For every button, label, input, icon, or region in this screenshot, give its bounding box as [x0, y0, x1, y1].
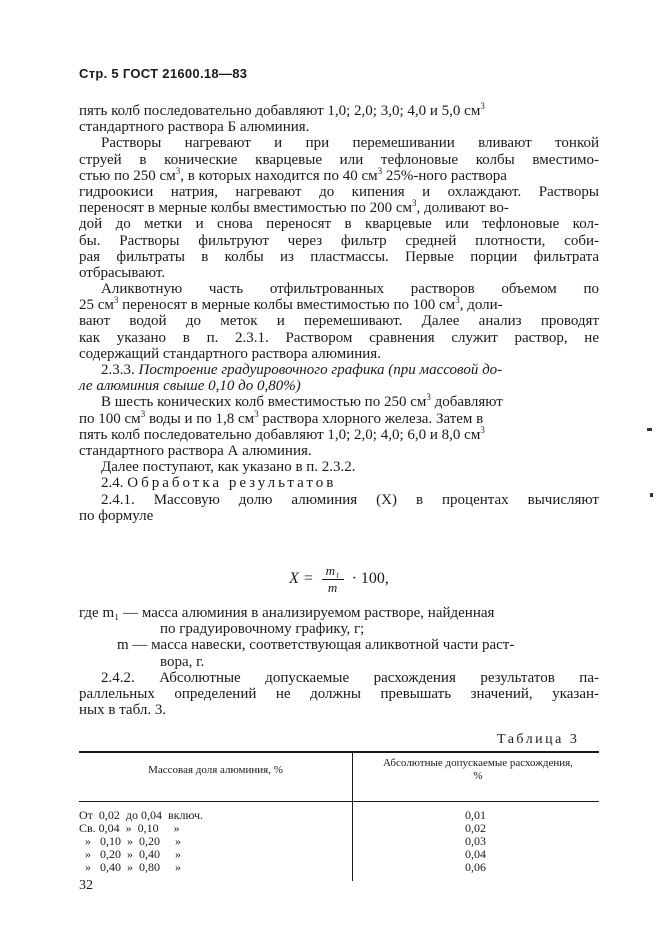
- text-line: [79, 103, 599, 119]
- section-heading-2-3-3: [79, 362, 599, 378]
- superscript: 3: [480, 101, 485, 111]
- table-cell-value: 0,03: [465, 834, 486, 848]
- text-line: [79, 200, 599, 216]
- text-line: как указано в п. 2.3.1. Раствором сравнения служит раствор, не: [79, 329, 599, 346]
- text-line: гидроокиси натрия, нагревают до кипения и охлаждают. Растворы: [79, 183, 599, 200]
- text-fragment: воды и по 1,8 см: [145, 410, 255, 427]
- scan-speck: [650, 493, 653, 497]
- text-fragment: В шесть конических колб вместимостью по 250 см: [101, 394, 427, 411]
- text-line: отбрасывают.: [79, 264, 166, 281]
- text-line: Аликвотную часть отфильтрованных растворов объемом по: [101, 281, 599, 298]
- table-header-rule: [79, 801, 599, 802]
- superscript: 3: [480, 424, 485, 435]
- table-cell-range: » 0,10 » 0,20 »: [79, 834, 181, 848]
- formula: [79, 563, 599, 596]
- formula-rhs: · 100,: [351, 570, 389, 588]
- text-fragment: добавляют: [430, 394, 503, 411]
- text-line: по формуле: [79, 507, 154, 524]
- table-cell-range: От 0,02 до 0,04 включ.: [79, 808, 204, 822]
- text-line: Растворы нагревают и при перемешивании вливают тонкой: [101, 135, 599, 152]
- text-line: ле алюминия свыше 0,10 до 0,80%): [79, 378, 301, 395]
- table-cell-value: 0,04: [465, 847, 486, 861]
- superscript: 3: [377, 165, 383, 176]
- table-cell-value: 0,06: [465, 860, 486, 874]
- text-line: бы. Растворы фильтруют через фильтр средней плотности, соби-: [79, 232, 599, 249]
- formula-denominator: m: [327, 580, 338, 595]
- table-title: Таблица 3: [497, 732, 580, 747]
- text-line: Далее поступают, как указано в п. 2.3.2.: [101, 459, 356, 476]
- table-cell-range: » 0,20 » 0,40 »: [79, 847, 181, 861]
- header-line: Абсолютные допускаемые расхождения,: [383, 757, 573, 769]
- text-fragment: 25 см: [79, 297, 114, 314]
- text-fragment: , в которых находится по 40 см: [180, 167, 378, 184]
- body-text: [79, 103, 599, 524]
- text-line: струей в конические кварцевые или тефлоновые колбы вместимо-: [79, 151, 599, 168]
- text-fragment: переносят в мерные колбы вместимостью по 200 см: [79, 200, 413, 217]
- section-title: Обработка результатов: [127, 475, 337, 492]
- text-line: вают водой до меток и перемешивают. Далее анализ проводят: [79, 313, 599, 330]
- text-line: ных в табл. 3.: [79, 702, 167, 719]
- header-line: %: [473, 770, 483, 782]
- text-line: рая фильтраты в колбы из пластмассы. Первые порции фильтрата: [79, 248, 599, 265]
- text-fragment: , доли-: [459, 297, 503, 314]
- section-heading-2-4: [79, 475, 599, 491]
- formula-legend: [79, 605, 599, 718]
- section-number: 2.3.3.: [101, 362, 135, 378]
- text-fragment: по 100 см: [79, 410, 141, 427]
- text-line: дой до метки и снова переносят в кварцевые или тефлоновые кол-: [79, 216, 599, 233]
- text-fragment: раствора хлорного железа. Затем в: [258, 410, 484, 427]
- table-top-rule: [79, 751, 599, 753]
- text-line: [79, 165, 599, 184]
- superscript: 3: [455, 295, 460, 306]
- superscript: 3: [426, 392, 431, 403]
- text-fragment: , доливают во-: [416, 200, 509, 217]
- superscript: 3: [412, 198, 417, 209]
- table-header-tolerance: [362, 757, 594, 783]
- text-line: 2.4.1. Массовую долю алюминия (X) в процентах вычисляют: [101, 491, 599, 508]
- superscript: 3: [113, 295, 119, 306]
- text-line: раллельных определений не должны превышать значений, указан-: [79, 685, 599, 702]
- text-fragment: стью по 250 см: [79, 167, 176, 184]
- formula-numerator: m₁: [322, 563, 344, 580]
- table-3: [79, 751, 599, 886]
- section-number: 2.4.: [101, 475, 124, 492]
- superscript: 3: [140, 408, 146, 419]
- table-cell-value: 0,01: [465, 808, 486, 822]
- text-line: [79, 297, 599, 313]
- legend-line: где m₁ — масса алюминия в анализируемом растворе, найденная: [79, 605, 495, 621]
- text-line: стандартного раствора Б алюминия.: [79, 119, 310, 136]
- text-line: [79, 408, 599, 427]
- legend-line: m — масса навески, соответствующая аликвотной части раст-: [117, 637, 515, 654]
- text-line: 2.4.2. Абсолютные допускаемые расхождения результатов па-: [101, 669, 599, 686]
- formula-fraction: [322, 563, 344, 596]
- text-line: [79, 394, 599, 410]
- text-fragment: 25%-ного раствора: [382, 167, 507, 184]
- text-line: [79, 424, 599, 443]
- table-column-ranges: [79, 809, 203, 874]
- formula-lhs: X =: [289, 570, 314, 588]
- text-fragment: пять колб последовательно добавляют 1,0; 2,0; 4,0; 6,0 и 8,0 см: [79, 426, 481, 443]
- table-cell-range: Св. 0,04 » 0,10 »: [79, 821, 180, 835]
- text-fragment: пять колб последовательно добавляют 1,0; 2,0; 3,0; 4,0 и 5,0 см: [79, 103, 481, 119]
- legend-line: по градуировочному графику, г;: [160, 621, 365, 638]
- legend-line: вора, г.: [160, 653, 205, 670]
- text-line: содержащий стандартного раствора алюминия.: [79, 345, 381, 362]
- table-column-values: [352, 809, 599, 874]
- page-header: Стр. 5 ГОСТ 21600.18—83: [79, 66, 248, 81]
- page-number: 32: [79, 878, 93, 893]
- table-header-mass-fraction: Массовая доля алюминия, %: [148, 764, 283, 776]
- superscript: 3: [175, 165, 181, 176]
- table-cell-range: » 0,40 » 0,80 »: [79, 860, 181, 874]
- text-line: стандартного раствора А алюминия.: [79, 442, 312, 459]
- text-fragment: переносят в мерные колбы вместимостью по 100 см: [118, 297, 456, 314]
- superscript: 3: [254, 408, 259, 419]
- scan-speck: [647, 428, 652, 431]
- section-title: Построение градуировочного графика (при массовой до-: [138, 362, 503, 378]
- table-cell-value: 0,02: [465, 821, 486, 835]
